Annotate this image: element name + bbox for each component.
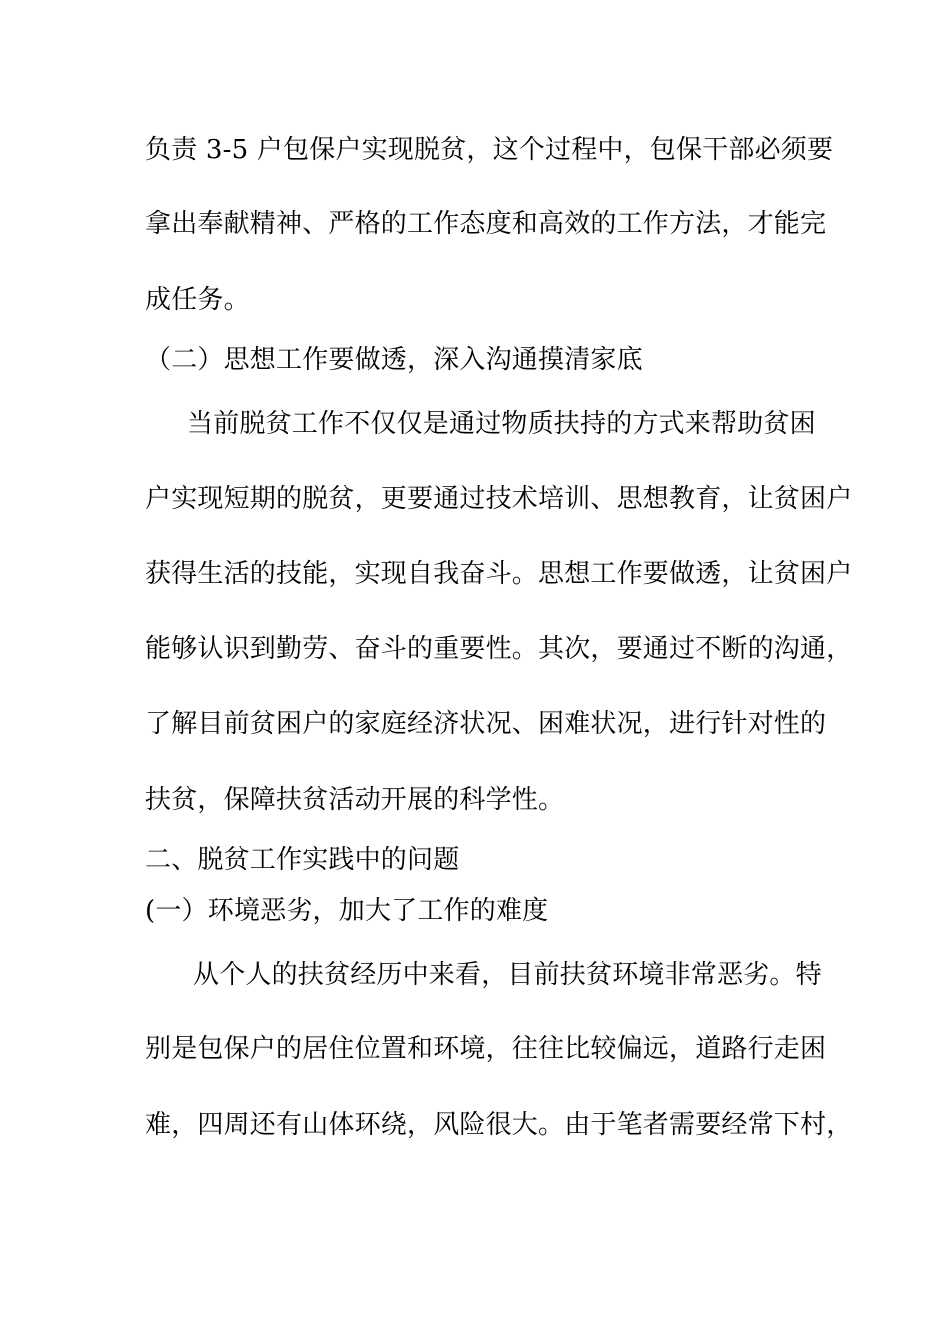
section-heading: (一）环境恶劣，加大了工作的难度 — [145, 896, 549, 926]
body-text-line: 户实现短期的脱贫，更要通过技术培训、思想教育，让贫困户 — [145, 484, 853, 514]
body-text-line: 负责 3-5 户包保户实现脱贫，这个过程中，包保干部必须要 — [145, 135, 834, 165]
body-text-line: 别是包保户的居住位置和环境，往往比较偏远，道路行走困 — [145, 1034, 827, 1064]
paragraph-first-line: 当前脱贫工作不仅仅是通过物质扶持的方式来帮助贫困 — [187, 409, 816, 439]
body-text-line: 能够认识到勤劳、奋斗的重要性。其次，要通过不断的沟通， — [145, 634, 853, 664]
body-text-line: 拿出奉献精神、严格的工作态度和高效的工作方法，才能完 — [145, 209, 827, 239]
body-text-line: 了解目前贫困户的家庭经济状况、困难状况，进行针对性的 — [145, 709, 827, 739]
section-heading: （二）思想工作要做透，深入沟通摸清家底 — [145, 345, 643, 375]
body-text-line: 扶贫，保障扶贫活动开展的科学性。 — [145, 785, 565, 815]
chapter-heading: 二、脱贫工作实践中的问题 — [145, 845, 460, 875]
body-text-line: 成任务。 — [145, 285, 250, 315]
paragraph-first-line: 从个人的扶贫经历中来看，目前扶贫环境非常恶劣。特 — [193, 960, 822, 990]
body-text-line: 获得生活的技能，实现自我奋斗。思想工作要做透，让贫困户 — [145, 559, 853, 589]
body-text-line: 难，四周还有山体环绕，风险很大。由于笔者需要经常下村， — [145, 1110, 853, 1140]
